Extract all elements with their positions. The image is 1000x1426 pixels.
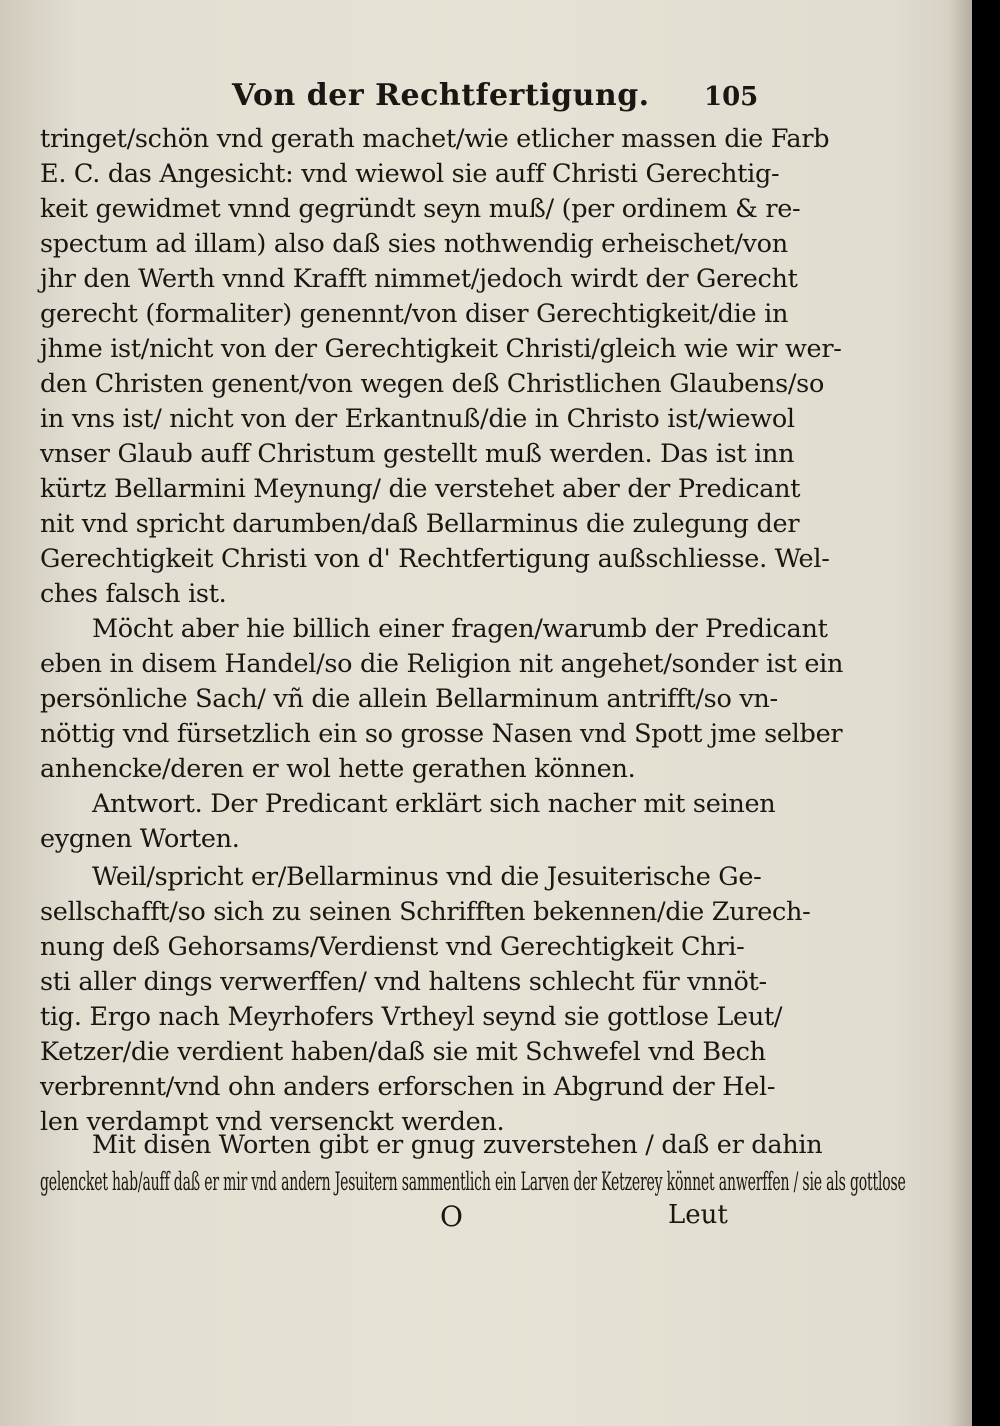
signature-mark: O [440,1200,463,1233]
text-line: Ketzer/die verdient haben/daß sie mit Schwefel vnd Bech [40,1037,766,1067]
gutter-shadow [948,0,972,1426]
text-line: Möcht aber hie billich einer fragen/warumb der Predicant [92,614,828,644]
text-line: spectum ad illam) also daß sies nothwendig erheischet/von [40,229,788,259]
text-line: vnser Glaub auff Christum gestellt muß werden. Das ist inn [40,439,795,469]
text-line: anhencke/deren er wol hette gerathen können. [40,754,636,784]
text-line: Antwort. Der Predicant erklärt sich nacher mit seinen [92,789,776,819]
running-head: Von der Rechtfertigung. [232,78,650,113]
text-line: eygnen Worten. [40,824,240,854]
text-line: Mit disen Worten gibt er gnug zuverstehen / daß er dahin [92,1130,823,1160]
text-line: sti aller dings verwerffen/ vnd haltens schlecht für vnnöt- [40,967,767,997]
text-line: den Christen genent/von wegen deß Christlichen Glaubens/so [40,369,825,399]
text-line: sellschafft/so sich zu seinen Schrifften bekennen/die Zurech- [40,897,811,927]
text-line: ches falsch ist. [40,579,227,609]
text-line: kürtz Bellarmini Meynung/ die verstehet aber der Predicant [40,474,801,504]
text-line: nit vnd spricht darumben/daß Bellarminus die zulegung der [40,509,800,539]
text-line: len verdampt vnd versenckt werden. [40,1107,505,1137]
text-line: gerecht (formaliter) genennt/von diser Gerechtigkeit/die in [40,299,789,329]
text-line: jhme ist/nicht von der Gerechtigkeit Christi/gleich wie wir wer- [40,334,842,364]
text-line: E. C. das Angesicht: vnd wiewol sie auff Christi Gerechtig- [40,159,780,189]
text-line: nung deß Gehorsams/Verdienst vnd Gerechtigkeit Chri- [40,932,745,962]
text-line: eben in disem Handel/so die Religion nit angehet/sonder ist ein [40,649,844,679]
text-line: in vns ist/ nicht von der Erkantnuß/die in Christo ist/wiewol [40,404,795,434]
text-line: nöttig vnd fürsetzlich ein so grosse Nasen vnd Spott jme selber [40,719,843,749]
text-line: Weil/spricht er/Bellarminus vnd die Jesuiterische Ge- [92,862,762,892]
catchword: Leut [668,1200,728,1230]
text-line: Gerechtigkeit Christi von d' Rechtfertigung außschliesse. Wel- [40,544,830,574]
text-line: keit gewidmet vnnd gegründt seyn muß/ (per ordinem & re- [40,194,801,224]
text-line: jhr den Werth vnnd Krafft nimmet/jedoch wirdt der Gerecht [40,264,798,294]
text-line: gelencket hab/auff daß er mir vnd andern Jesuitern sammentlich ein Larven der Ketzerey könnet anwerffen / sie als gottlose [40,1167,906,1197]
page-number: 105 [704,82,759,112]
text-line: persönliche Sach/ vñ die allein Bellarminum antrifft/so vn- [40,684,778,714]
text-line: tig. Ergo nach Meyrhofers Vrtheyl seynd sie gottlose Leut/ [40,1002,783,1032]
text-line: tringet/schön vnd gerath machet/wie etlicher massen die Farb [40,124,830,154]
text-line: verbrennt/vnd ohn anders erforschen in Abgrund der Hel- [40,1072,776,1102]
